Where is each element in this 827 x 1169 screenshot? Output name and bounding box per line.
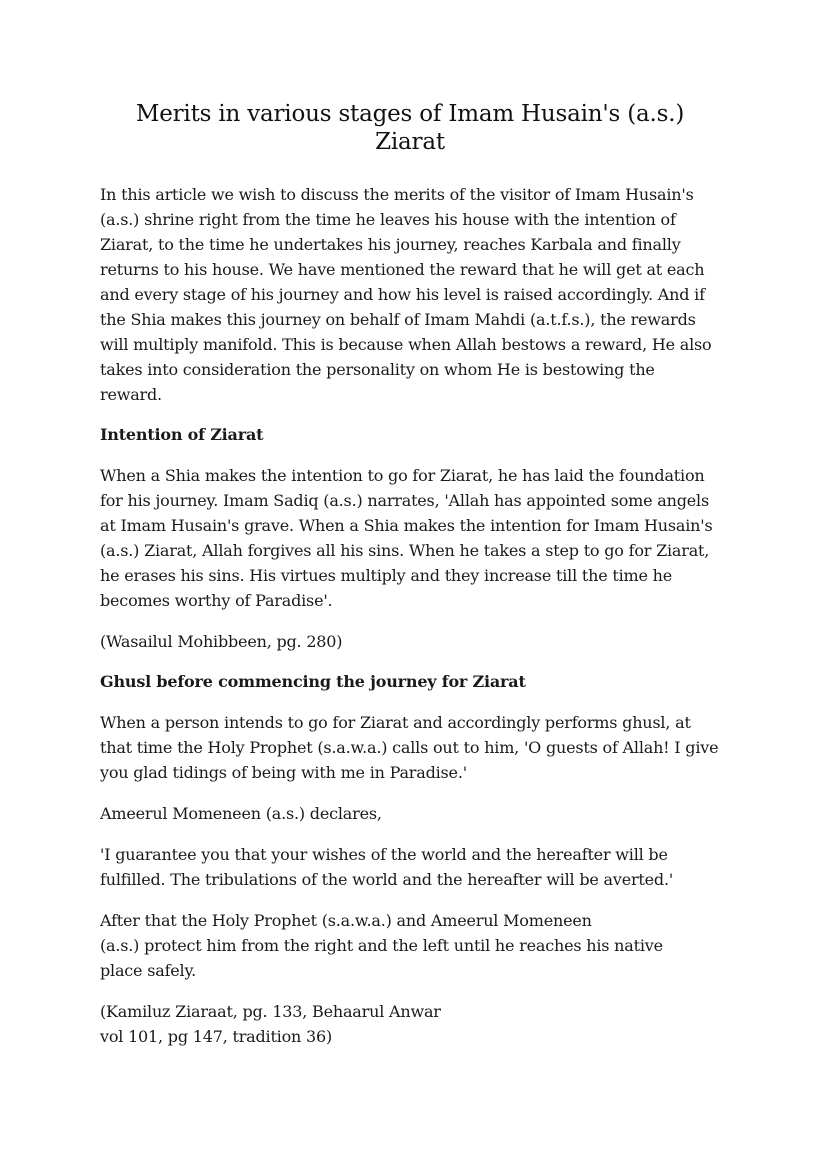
final-citation — [100, 999, 720, 1049]
article-title: Merits in various stages of Imam Husain's (a.s.) Ziarat — [135, 101, 685, 155]
ghusl-paragraph: When a person intends to go for Ziarat and accordingly performs ghusl, at that time the Holy Prophet (s.a.w.a.) calls out to him, 'O guests of Allah! I give you glad tidings of being with me in Paradise.' — [100, 713, 719, 782]
guarantee-quote: 'I guarantee you that your wishes of the world and the hereafter will be fulfilled. The tribulations of the world and the hereafter will be averted.' — [100, 845, 674, 889]
intention-paragraph: When a Shia makes the intention to go for Ziarat, he has laid the foundation for his journey. Imam Sadiq (a.s.) narrates, 'Allah has appointed some angels at Imam Husain's grave. When a Shia makes the intention for Imam Husain's (a.s.) Ziarat, Allah forgives all his sins. When he takes a step to go for Ziarat, he erases his sins. His virtues multiply and they increase till the time he becomes worthy of Paradise'. — [100, 466, 713, 610]
citation-line: (Kamiluz Ziaraat, pg. 133, Behaarul Anwar — [100, 1002, 441, 1021]
article-body — [100, 100, 720, 1065]
intro-paragraph: In this article we wish to discuss the merits of the visitor of Imam Husain's (a.s.) shrine right from the time he leaves his house with the intention of Ziarat, to the time he undertakes his journey, reaches Karbala and finally returns to his house. We have mentioned the reward that he will get at each and every stage of his journey and how his level is raised accordingly. And if the Shia makes this journey on behalf of Imam Mahdi (a.t.f.s.), the rewards will multiply manifold. This is because when Allah bestows a reward, He also takes into consideration the personality on whom He is bestowing the reward. — [100, 185, 712, 404]
protection-line: place safely. — [100, 961, 197, 980]
protection-paragraph — [100, 908, 720, 983]
citation-line: vol 101, pg 147, tradition 36) — [100, 1027, 333, 1046]
section-heading-intention: Intention of Ziarat — [100, 425, 264, 444]
protection-line: (a.s.) protect him from the right and the left until he reaches his native — [100, 936, 663, 955]
ameerul-declaration: Ameerul Momeneen (a.s.) declares, — [100, 804, 382, 823]
protection-line: After that the Holy Prophet (s.a.w.a.) and Ameerul Momeneen — [100, 911, 592, 930]
section-heading-ghusl: Ghusl before commencing the journey for Ziarat — [100, 672, 526, 691]
intention-citation: (Wasailul Mohibbeen, pg. 280) — [100, 632, 343, 651]
